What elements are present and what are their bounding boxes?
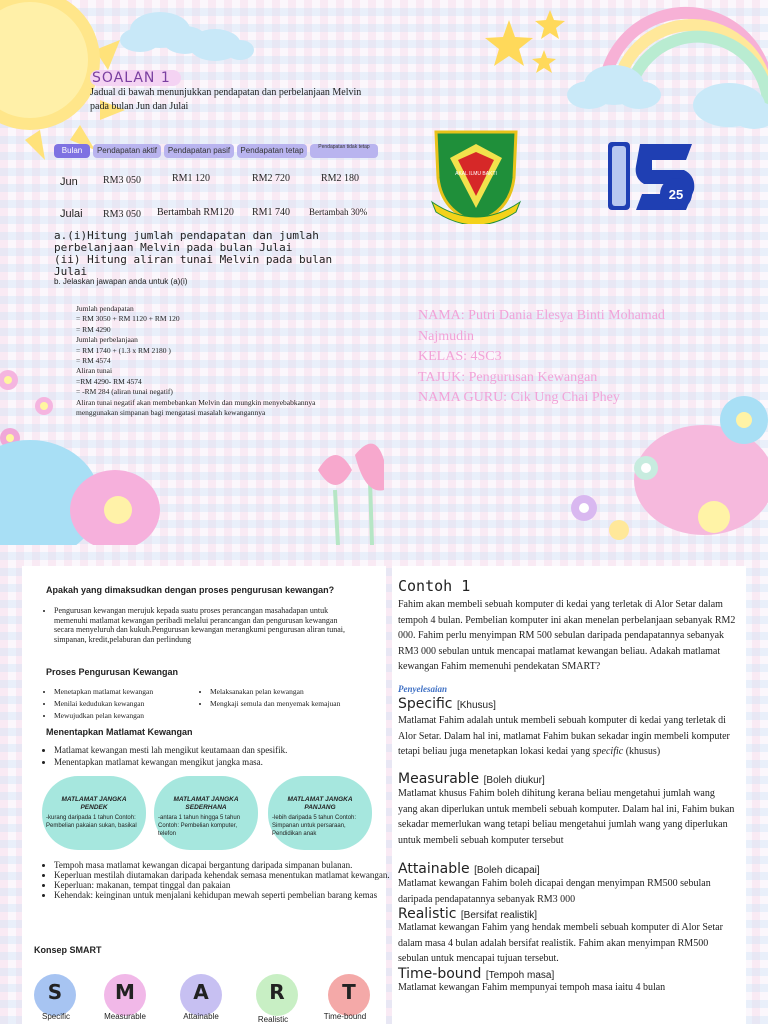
section-heading-specific — [398, 696, 496, 712]
teacher-name: NAMA GURU: Cik Ung Chai Phey — [418, 390, 620, 405]
goal-desc: -antara 1 tahun hingga 5 tahun Contoh: Pembelian komputer, telefon — [158, 815, 241, 837]
table-cell: RM1 120 — [172, 173, 211, 184]
table-header-cell: Pendapatan tidak tetap — [310, 144, 378, 158]
example-intro: Fahim akan membeli sebuah komputer di kedai yang terletak di Alor Setar dalam tempoh 4 bulan. Pembelian komputer ini akan menelan perbelanjaan sebanyak RM2 000. Fahim perlu menyimpan RM 500 sebulan daripada pendapatannya sebanyak RM3 000 sebulan untuk mencapai matlamat kewangan beliau. Adakah matlamat kewangan Fahim memenuhi pendekatan SMART? — [398, 599, 736, 673]
answer-line: =RM 4290- RM 4574 — [76, 376, 142, 386]
example-title: Contoh 1 — [398, 577, 471, 595]
section-text-realistic: Matlamat kewangan Fahim yang hendak membeli sebuah komputer di Alor Setar dalam masa 4 bulan adalah bersifat realistik. Fahim akan menyimpan RM500 sebulan untuk mencapai tujuan tersebut. — [398, 922, 723, 965]
flower-icon — [0, 370, 53, 448]
section-heading-text: Realistic — [398, 906, 457, 922]
cloud-icon — [567, 65, 768, 129]
answer-explanation: Aliran tunai negatif akan membebankan Melvin dan mungkin menyebabkannya menggunakan simpanan bagi mengatasi masalah kewangannya — [76, 397, 316, 418]
smart-heading: Konsep SMART — [34, 945, 102, 955]
decorations-right — [384, 0, 768, 545]
section-heading-sub: [Tempoh masa] — [485, 970, 555, 981]
process-heading: Proses Pengurusan Kewangan — [46, 667, 179, 677]
topic: TAJUK: Pengurusan Kewangan — [418, 369, 598, 385]
section-text-italic: specific — [592, 746, 624, 758]
smart-label: Specific — [41, 1012, 70, 1021]
goal-long-term — [268, 776, 372, 850]
table-cell: Bertambah 30% — [309, 207, 368, 217]
notes-question: Apakah yang dimaksudkan dengan proses pengurusan kewangan? — [46, 585, 335, 595]
note-point: • Kehendak: keinginan untuk menjalani kehidupan mewah seperti pembelian barang kemas — [54, 890, 394, 900]
section-heading-sub: [Bersifat realistik] — [460, 910, 538, 921]
table-cell: Julai — [60, 208, 83, 220]
more-points — [42, 860, 394, 900]
section-heading-sub: [Khusus] — [456, 700, 496, 711]
smart-letter: A — [193, 980, 209, 1004]
question-a — [54, 230, 354, 278]
badge-number: 25 — [668, 187, 684, 202]
section-heading-text: Specific — [398, 696, 453, 712]
goal-title: MATLAMAT JANGKA SEDERHANA — [173, 796, 239, 811]
section-text-specific — [398, 713, 736, 760]
table-header-cell: Pendapatan pasif — [164, 144, 234, 158]
table-header-cell: Pendapatan aktif — [93, 144, 161, 158]
smart-letter: R — [269, 980, 285, 1004]
answer-line: = RM 1740 + (1.3 x RM 2180 ) — [76, 345, 171, 355]
table-cell: Jun — [60, 176, 78, 188]
section-text: Matlamat Fahim adalah untuk membeli sebuah komputer di kedai yang terletak di Alor Setar. Dalam hal ini, matlamat Fahim bukan sekadar ingin membeli komputer tetapi beliau juga menetapkan lokasi kedai yang — [398, 715, 730, 758]
answer-line: Jumlah pendapatan — [76, 304, 134, 313]
tulip-icon — [318, 444, 384, 545]
process-step: • Menilai kedudukan kewangan — [54, 698, 224, 710]
student-name: NAMA: Putri Dania Elesya Binti Mohamad Najmudin — [418, 308, 665, 344]
section-heading-text: Measurable — [398, 771, 480, 787]
process-list-left — [42, 686, 224, 722]
cloud-icon — [120, 12, 254, 61]
table-cell: RM1 740 — [252, 207, 291, 218]
bush-icon — [0, 440, 160, 545]
flower-icon — [571, 396, 768, 540]
student-class: KELAS: 4SC3 — [418, 349, 502, 364]
answer-line: Aliran tunai — [76, 366, 113, 376]
anniversary-badge-logo — [606, 136, 698, 216]
answer-line: Jumlah perbelanjaan — [76, 335, 138, 345]
question-a-i: a.(i)Hitung jumlah pendapatan dan jumlah perbelanjaan Melvin pada bulan Julai — [54, 229, 319, 254]
goal-medium-term — [154, 776, 258, 850]
table-header-cell: Pendapatan tetap — [237, 144, 307, 158]
goal-point: • Menentapkan matlamat kewangan mengikut jangka masa. — [54, 756, 374, 768]
goal-desc: -lebih daripada 5 tahun Contoh: Simpanan untuk persaraan, Pendidikan anak — [272, 815, 357, 837]
section-text-attainable: Matlamat kewangan Fahim boleh dicapai dengan menyimpan RM500 sebulan daripada pendapatannya sebanyak RM3 000 — [398, 878, 711, 905]
answer-line: = -RM 284 (aliran tunai negatif) — [76, 387, 173, 397]
note-point: • Keperluan mestilah diutamakan daripada kehendak semasa menentukan matlamat kewangan. — [54, 870, 394, 880]
section-heading-text: Attainable — [398, 861, 470, 877]
table-cell: RM3 050 — [103, 175, 142, 186]
note-point: • Keperluan: makanan, tempat tinggal dan pakaian — [54, 880, 394, 890]
table-cell: RM2 720 — [252, 173, 291, 184]
process-list-right — [198, 686, 370, 710]
smart-label: Time-bound — [323, 1012, 367, 1021]
definition-text: • Pengurusan kewangan merujuk kepada suatu proses perancangan masahadapan untuk memenuhi matlamat kewangan peribadi melalui perancangan dan pengurusan kewangan secara menyeluruh dan kukuh.Pengurusan kewangan merangkumi pengurusan aliran tunai, simpanan, kredit,pelaburan dan perlindung — [54, 606, 354, 644]
smart-letter: T — [342, 980, 356, 1004]
table-cell: RM3 050 — [103, 209, 142, 220]
school-motto: AKAL ILMU BAKTI — [455, 171, 497, 177]
table-cell: Bertambah RM120 — [157, 207, 234, 218]
answer-line: = RM 4290 — [76, 324, 111, 334]
star-icon — [485, 10, 565, 73]
process-step: • Mengkaji semula dan menyemak kemajuan — [210, 698, 370, 710]
goal-short-term — [42, 776, 146, 850]
smart-label: Realistic — [257, 1015, 289, 1024]
student-info — [418, 306, 718, 409]
table-header-cell: Bulan — [54, 144, 90, 158]
goal-title: MATLAMAT JANGKA PANJANG — [287, 796, 353, 811]
answer-working — [76, 304, 346, 418]
section-heading-measurable — [398, 771, 545, 787]
section-text-timebound: Matlamat kewangan Fahim mempunyai tempoh masa iaitu 4 bulan — [398, 982, 666, 993]
process-step: • Melaksanakan pelan kewangan — [210, 686, 370, 698]
smart-letter: M — [115, 980, 135, 1004]
goal-heading: Menentapkan Matlamat Kewangan — [46, 727, 193, 737]
section-text-tail: (khusus) — [623, 746, 661, 758]
smart-label: Measurable — [104, 1012, 146, 1021]
section-heading-text: Time-bound — [398, 966, 482, 982]
section-heading-sub: [Boleh dicapai] — [474, 865, 540, 876]
question-a-ii: (ii) Hitung aliran tunai Melvin pada bulan Julai — [54, 253, 333, 278]
section-text-measurable: Matlamat khusus Fahim boleh dihitung kerana beliau mengetahui jumlah wang yang akan diperlukan untuk membeli sebuah komputer. Dalam hal ini, Fahim bukan sekadar memerlukan wang tetapi beliau mengetahui jumlah wang yang diperlukan untuk membeli sebuah komputer tersebut — [398, 788, 735, 846]
smart-letter: S — [47, 980, 63, 1004]
solution-label: Penyelesaian — [398, 684, 447, 694]
school-crest-logo — [430, 128, 522, 224]
process-step: • Mewujudkan pelan kewangan — [54, 710, 224, 722]
question-b: b. Jelaskan jawapan anda untuk (a)(i) — [54, 277, 188, 286]
note-point: • Tempoh masa matlamat kewangan dicapai bergantung daripada simpanan bulanan. — [54, 860, 394, 870]
goal-points — [42, 744, 374, 768]
definition-list — [42, 606, 354, 644]
process-step: • Menetapkan matlamat kewangan — [54, 686, 224, 698]
goal-title: MATLAMAT JANGKA PENDEK — [61, 796, 127, 811]
soalan-intro: Jadual di bawah menunjukkan pendapatan dan perbelanjaan Melvin pada bulan Jun dan Julai — [90, 87, 362, 112]
section-heading-sub: [Boleh diukur] — [483, 775, 545, 786]
soalan-title: SOALAN 1 — [90, 70, 181, 86]
table-cell: RM2 180 — [321, 173, 360, 184]
goal-desc: -kurang daripada 1 tahun Contoh: Pembelian pakaian sukan, basikal — [46, 815, 137, 829]
answer-line: = RM 4574 — [76, 356, 111, 366]
goal-point: • Matlamat kewangan mesti lah mengikut keutamaan dan spesifik. — [54, 744, 374, 756]
smart-label: Attainable — [183, 1012, 219, 1021]
section-heading-attainable — [398, 861, 540, 877]
answer-line: = RM 3050 + RM 1120 + RM 120 — [76, 314, 180, 324]
